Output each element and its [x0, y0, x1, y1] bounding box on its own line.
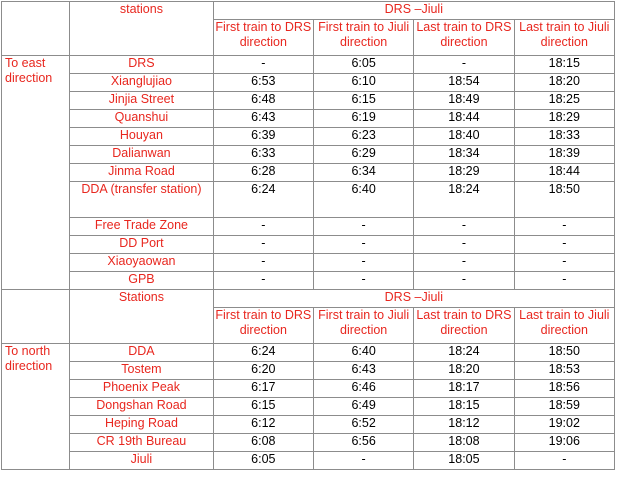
table-row: [2, 110, 615, 128]
time-cell: 18:12: [414, 416, 514, 434]
column-header: First train to Jiuli direction: [313, 20, 413, 56]
time-cell: 6:19: [313, 110, 413, 128]
time-cell: 18:53: [514, 362, 614, 380]
time-cell: 6:17: [213, 380, 313, 398]
time-cell: 6:52: [313, 416, 413, 434]
table-row: [2, 56, 615, 74]
station-name: Jinjia Street: [70, 92, 213, 110]
station-name: Xiaoyaowan: [70, 254, 213, 272]
time-cell: 6:10: [313, 74, 413, 92]
time-cell: 18:20: [414, 362, 514, 380]
table-row: [2, 452, 615, 470]
time-cell: -: [213, 236, 313, 254]
north-corner-cell: [2, 290, 70, 344]
time-cell: 18:20: [514, 74, 614, 92]
route-title: DRS –Jiuli: [213, 290, 614, 308]
time-cell: -: [414, 218, 514, 236]
time-cell: -: [514, 272, 614, 290]
time-cell: -: [414, 56, 514, 74]
east-header-row: [2, 2, 615, 20]
table-row: [2, 254, 615, 272]
station-name: CR 19th Bureau: [70, 434, 213, 452]
time-cell: 18:59: [514, 398, 614, 416]
stations-header: stations: [70, 2, 213, 56]
station-name: Tostem: [70, 362, 213, 380]
time-cell: 6:40: [313, 344, 413, 362]
time-cell: -: [514, 236, 614, 254]
station-name: Free Trade Zone: [70, 218, 213, 236]
column-header: Last train to Jiuli direction: [514, 20, 614, 56]
time-cell: 6:43: [313, 362, 413, 380]
time-cell: -: [213, 56, 313, 74]
time-cell: 18:05: [414, 452, 514, 470]
table-row: [2, 416, 615, 434]
table-row: [2, 236, 615, 254]
station-name: Jinma Road: [70, 164, 213, 182]
column-header: First train to Jiuli direction: [313, 308, 413, 344]
column-header: Last train to Jiuli direction: [514, 308, 614, 344]
time-cell: 18:40: [414, 128, 514, 146]
table-row: [2, 434, 615, 452]
time-cell: 6:12: [213, 416, 313, 434]
time-cell: 6:15: [313, 92, 413, 110]
time-cell: 6:05: [213, 452, 313, 470]
station-name: Dalianwan: [70, 146, 213, 164]
station-name: GPB: [70, 272, 213, 290]
time-cell: 18:49: [414, 92, 514, 110]
time-cell: 18:50: [514, 182, 614, 218]
station-name: Xianglujiao: [70, 74, 213, 92]
time-cell: 18:15: [514, 56, 614, 74]
time-cell: 18:39: [514, 146, 614, 164]
route-title: DRS –Jiuli: [213, 2, 614, 20]
table-row: [2, 146, 615, 164]
table-row: [2, 362, 615, 380]
column-header: Last train to DRS direction: [414, 20, 514, 56]
stations-header: Stations: [70, 290, 213, 344]
time-cell: 6:43: [213, 110, 313, 128]
time-cell: 6:15: [213, 398, 313, 416]
time-cell: 19:06: [514, 434, 614, 452]
time-cell: 6:40: [313, 182, 413, 218]
time-cell: 18:56: [514, 380, 614, 398]
station-name: Quanshui: [70, 110, 213, 128]
time-cell: -: [213, 218, 313, 236]
time-cell: 6:46: [313, 380, 413, 398]
column-header: First train to DRS direction: [213, 20, 313, 56]
time-cell: 18:44: [414, 110, 514, 128]
time-cell: -: [313, 254, 413, 272]
time-cell: -: [414, 272, 514, 290]
time-cell: 18:44: [514, 164, 614, 182]
time-cell: 19:02: [514, 416, 614, 434]
time-cell: 6:39: [213, 128, 313, 146]
station-name: DDA (transfer station): [70, 182, 213, 218]
time-cell: 6:28: [213, 164, 313, 182]
time-cell: 6:24: [213, 344, 313, 362]
column-header: First train to DRS direction: [213, 308, 313, 344]
station-name: Phoenix Peak: [70, 380, 213, 398]
time-cell: 6:23: [313, 128, 413, 146]
time-cell: 6:29: [313, 146, 413, 164]
time-cell: 18:24: [414, 344, 514, 362]
time-cell: -: [313, 218, 413, 236]
station-name: Dongshan Road: [70, 398, 213, 416]
table-row: [2, 182, 615, 218]
table-row: [2, 398, 615, 416]
timetable-body: [2, 2, 615, 470]
time-cell: -: [514, 254, 614, 272]
time-cell: 6:24: [213, 182, 313, 218]
time-cell: 18:17: [414, 380, 514, 398]
time-cell: -: [313, 452, 413, 470]
time-cell: 18:15: [414, 398, 514, 416]
time-cell: 6:49: [313, 398, 413, 416]
station-name: Houyan: [70, 128, 213, 146]
table-row: [2, 164, 615, 182]
time-cell: 6:48: [213, 92, 313, 110]
north-header-row: [2, 290, 615, 308]
table-row: [2, 272, 615, 290]
time-cell: -: [514, 452, 614, 470]
table-row: [2, 218, 615, 236]
time-cell: 18:08: [414, 434, 514, 452]
time-cell: 6:05: [313, 56, 413, 74]
table-row: [2, 380, 615, 398]
time-cell: -: [313, 236, 413, 254]
station-name: Jiuli: [70, 452, 213, 470]
time-cell: 18:24: [414, 182, 514, 218]
time-cell: 6:08: [213, 434, 313, 452]
time-cell: 18:29: [414, 164, 514, 182]
time-cell: -: [213, 254, 313, 272]
time-cell: 6:56: [313, 434, 413, 452]
table-row: [2, 92, 615, 110]
station-name: DD Port: [70, 236, 213, 254]
station-name: Heping Road: [70, 416, 213, 434]
time-cell: -: [414, 236, 514, 254]
time-cell: 6:34: [313, 164, 413, 182]
table-row: [2, 74, 615, 92]
time-cell: 18:34: [414, 146, 514, 164]
time-cell: -: [313, 272, 413, 290]
time-cell: 18:50: [514, 344, 614, 362]
station-name: DRS: [70, 56, 213, 74]
time-cell: 18:54: [414, 74, 514, 92]
time-cell: 18:29: [514, 110, 614, 128]
train-timetable: [1, 1, 615, 470]
time-cell: -: [414, 254, 514, 272]
east-corner-cell: [2, 2, 70, 56]
time-cell: 6:53: [213, 74, 313, 92]
station-name: DDA: [70, 344, 213, 362]
time-cell: -: [213, 272, 313, 290]
time-cell: -: [514, 218, 614, 236]
direction-label-east: To east direction: [2, 56, 70, 290]
time-cell: 18:25: [514, 92, 614, 110]
time-cell: 18:33: [514, 128, 614, 146]
time-cell: 6:33: [213, 146, 313, 164]
table-row: [2, 344, 615, 362]
column-header: Last train to DRS direction: [414, 308, 514, 344]
direction-label-north: To north direction: [2, 344, 70, 470]
table-row: [2, 128, 615, 146]
time-cell: 6:20: [213, 362, 313, 380]
